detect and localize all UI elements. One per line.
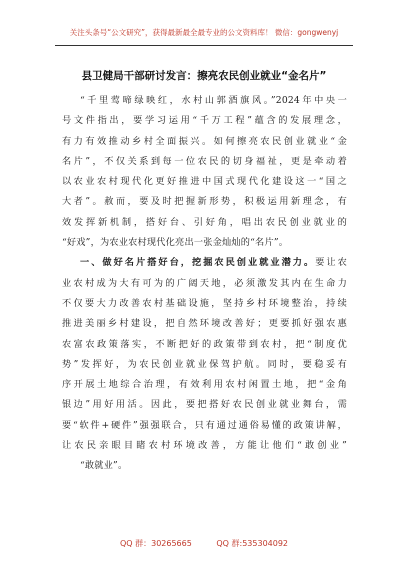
body-line: 名片”，不仅关系到每一位农民的切身福祉，更是牵动着 <box>62 155 347 167</box>
body-line <box>62 253 347 273</box>
body-line: 以农业农村现代化更好推进中国式现代化建设这一“国之 <box>62 176 347 188</box>
footer-qq-group-2: QQ 群:535304092 <box>216 539 289 548</box>
body-line: 势”发挥好，为农民创业就业保驾护航。同时，要稳妥有 <box>62 358 347 370</box>
body-line: 有力有效推动乡村全面振兴。如何擦亮农民创业就业“金 <box>62 135 347 147</box>
header-divider <box>55 45 353 46</box>
body-line: 要“软件+硬件”强强联合，只有通过通俗易懂的政策讲解， <box>62 419 347 431</box>
body-line: 业农村成为大有可为的广阔天地，必须激发其内在生命力 <box>62 277 347 289</box>
body-text: 要让农 <box>315 257 347 269</box>
body-line: 不仅要大力改善农村基础设施，坚持乡村环境整治，持续 <box>62 297 347 309</box>
body-line: 序开展土地综合治理，有效利用农村闲置土地，把“金角 <box>62 379 347 391</box>
body-line: 大者”。赦而，要及时把握新形势，积极运用新理念，有 <box>62 196 347 208</box>
body-line: 让农民亲眼目睹农村环境改善，方能让他们“敢创业” <box>62 440 347 452</box>
body-line: 号文件指出，要学习运用“千万工程”蕴含的发展理念， <box>62 115 347 127</box>
body-line: 农富农政策落实，不断把好的政策带到农村，把“制度优 <box>62 338 347 350</box>
body-line: “好戏”，为农业农村现代化亮出一张金灿灿的“名片”。 <box>62 237 289 249</box>
body-line: 效发挥新机制，搭好台、引好角，唱出农民创业就业的 <box>62 216 347 228</box>
section-heading: 一、做好名片搭好台，挖掘农民创业就业潜力。 <box>80 257 316 269</box>
body-line: 银边”用好用活。因此，要把搭好农民创业就业舞台，需 <box>62 399 347 411</box>
body-line: “千里莺啼绿映红，水村山郭酒旗风。”2024年中央一 <box>80 95 347 106</box>
header-banner: 关注头条号“公文研究”，获得最新最全最专业的公文资料库！ 微信：gongwenyj <box>69 28 339 37</box>
footer <box>0 538 408 549</box>
footer-qq-group-1: QQ 群：30265665 <box>119 539 192 548</box>
document-title: 县卫健局干部研讨发言：擦亮农民创业就业“金名片” <box>81 70 327 82</box>
body-line: 推进美丽乡村建设，把自然环境改善好；更要抓好强农惠 <box>62 318 347 330</box>
body-line: “敢就业”。 <box>80 460 128 472</box>
document-body <box>62 91 347 477</box>
